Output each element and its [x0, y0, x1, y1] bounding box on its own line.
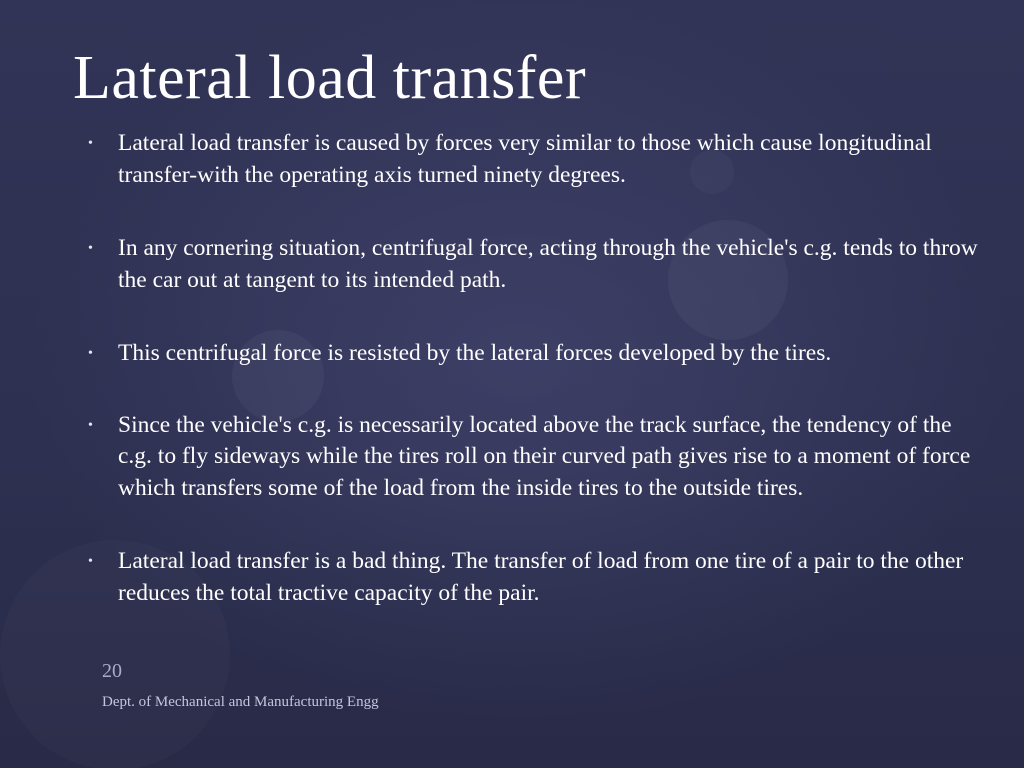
bullet-dot-icon: • [88, 136, 93, 151]
bullet-dot-icon: • [88, 241, 93, 256]
bullet-text: This centrifugal force is resisted by the lateral forces developed by the tires. [118, 340, 832, 366]
bullet-text: Lateral load transfer is caused by forces very similar to those which cause longitudinal transfer-with the operating axis turned ninety degrees. [118, 130, 932, 188]
bullet-item [88, 546, 988, 609]
bullet-list [88, 128, 988, 651]
slide-title: Lateral load transfer [73, 44, 587, 112]
bullet-dot-icon: • [88, 346, 93, 361]
page-number: 20 [102, 660, 122, 682]
bullet-dot-icon: • [88, 417, 93, 433]
bullet-item [88, 128, 988, 191]
bullet-item [88, 338, 988, 370]
bullet-text: Lateral load transfer is a bad thing. The transfer of load from one tire of a pair to the other reduces the total tractive capacity of the pair. [118, 548, 964, 606]
bullet-item [88, 233, 988, 296]
footer-text: Dept. of Mechanical and Manufacturing Engg [102, 694, 379, 710]
bullet-item [88, 410, 988, 505]
bullet-text: Since the vehicle's c.g. is necessarily located above the track surface, the tendency of the c.g. to fly sideways while the tires roll on their curved path gives rise to a moment of force which transfers some of the load from the inside tires to the outside tires. [118, 411, 971, 501]
bullet-dot-icon: • [88, 554, 93, 569]
bullet-text: In any cornering situation, centrifugal force, acting through the vehicle's c.g. tends to throw the car out at tangent to its intended path. [118, 235, 978, 293]
